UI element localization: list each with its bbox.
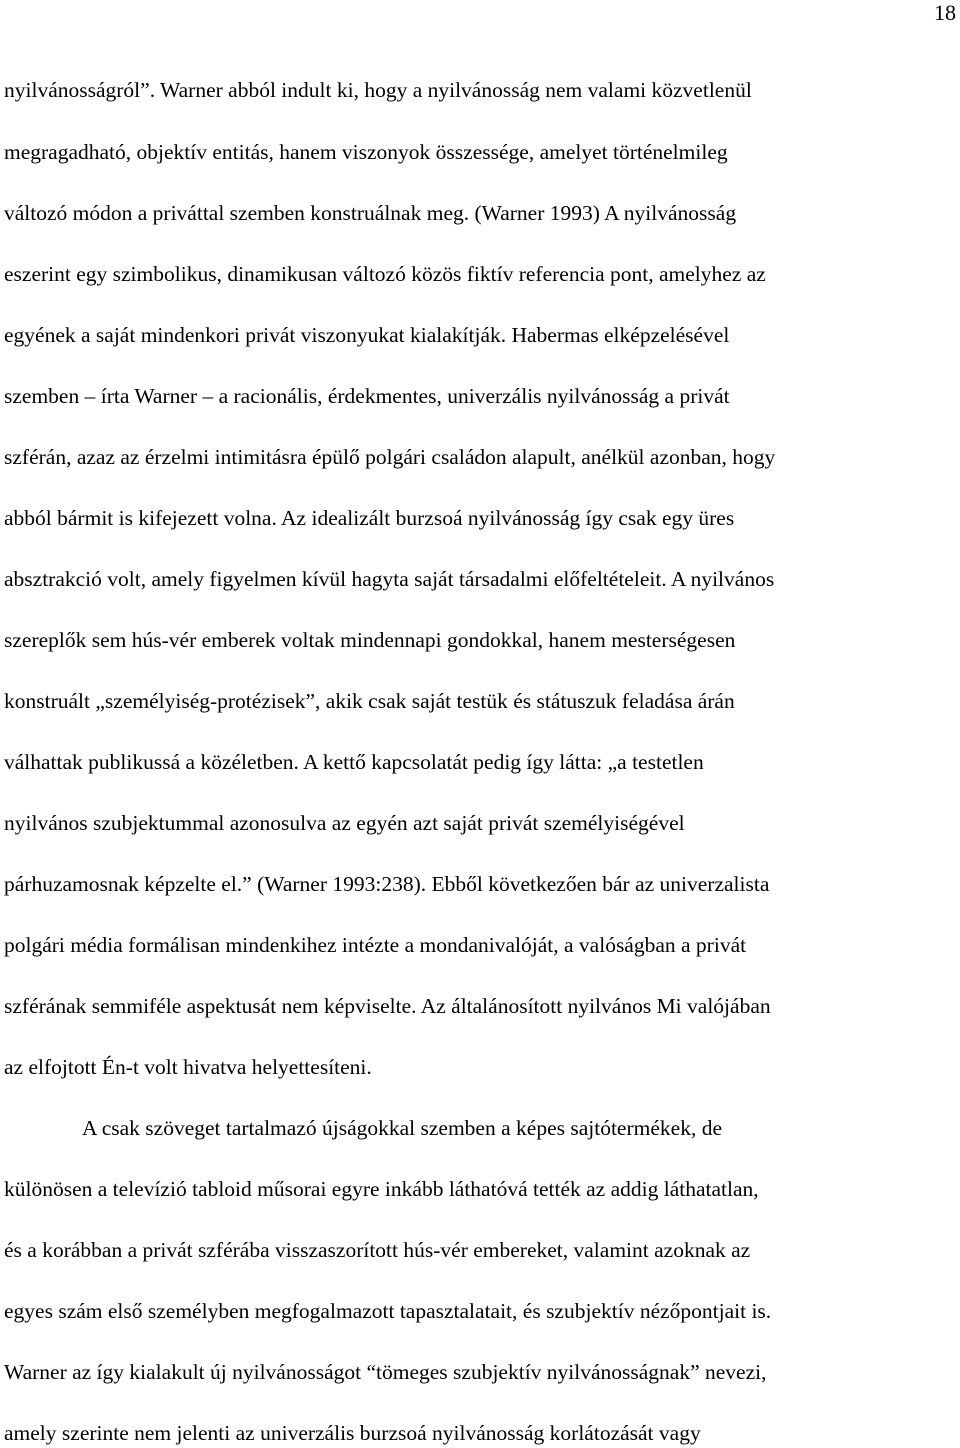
text-line: Warner az így kialakult új nyilvánosságot “tömeges szubjektív nyilvánosságnak” nevezi, <box>4 1360 767 1384</box>
text-line: nyilvánosságról”. Warner abból indult ki, hogy a nyilvánosság nem valami közvetlenül <box>4 78 752 102</box>
text-line: eszerint egy szimbolikus, dinamikusan változó közös fiktív referencia pont, amelyhez az <box>4 262 766 286</box>
text-line: abból bármit is kifejezett volna. Az idealizált burzsoá nyilvánosság így csak egy üres <box>4 506 735 530</box>
text-line: nyilvános szubjektummal azonosulva az egyén azt saját privát személyiségével <box>4 811 685 835</box>
text-line: egyének a saját mindenkori privát viszonyukat kialakítják. Habermas elképzelésével <box>4 323 730 347</box>
text-line: válhattak publikussá a közéletben. A kettő kapcsolatát pedig így látta: „a testetlen <box>4 750 704 774</box>
text-line: szereplők sem hús-vér emberek voltak mindennapi gondokkal, hanem mesterségesen <box>4 628 736 652</box>
text-line: és a korábban a privát szférába visszaszorított hús-vér embereket, valamint azoknak az <box>4 1238 751 1262</box>
text-line: párhuzamosnak képzelte el.” (Warner 1993:238). Ebből következően bár az univerzalista <box>4 872 770 896</box>
text-line: különösen a televízió tabloid műsorai egyre inkább láthatóvá tették az addig láthatatlan, <box>4 1177 759 1201</box>
text-line: egyes szám első személyben megfogalmazott tapasztalatait, és szubjektív nézőpontjait is. <box>4 1299 772 1323</box>
text-line: absztrakció volt, amely figyelmen kívül hagyta saját társadalmi előfeltételeit. A nyilvános <box>4 567 775 591</box>
text-line: polgári média formálisan mindenkihez intézte a mondanivalóját, a valóságban a privát <box>4 933 747 957</box>
text-line: szférán, azaz az érzelmi intimitásra épülő polgári családon alapult, anélkül azonban, hogy <box>4 445 776 469</box>
text-line: amely szerinte nem jelenti az univerzális burzsoá nyilvánosság korlátozását vagy <box>4 1421 701 1445</box>
page-number: 18 <box>934 0 956 25</box>
text-line: konstruált „személyiség-protézisek”, akik csak saját testük és státuszuk feladása árán <box>4 689 735 713</box>
text-line: szemben – írta Warner – a racionális, érdekmentes, univerzális nyilvánosság a privát <box>4 384 730 408</box>
text-line: megragadható, objektív entitás, hanem viszonyok összessége, amelyet történelmileg <box>4 140 728 164</box>
text-line: változó módon a priváttal szemben konstruálnak meg. (Warner 1993) A nyilvánosság <box>4 201 737 225</box>
paragraph-first-line: A csak szöveget tartalmazó újságokkal szemben a képes sajtótermékek, de <box>82 1116 722 1140</box>
text-line: az elfojtott Én-t volt hivatva helyettesíteni. <box>4 1055 372 1079</box>
text-line: szférának semmiféle aspektusát nem képviselte. Az általánosított nyilvános Mi valójában <box>4 994 771 1018</box>
